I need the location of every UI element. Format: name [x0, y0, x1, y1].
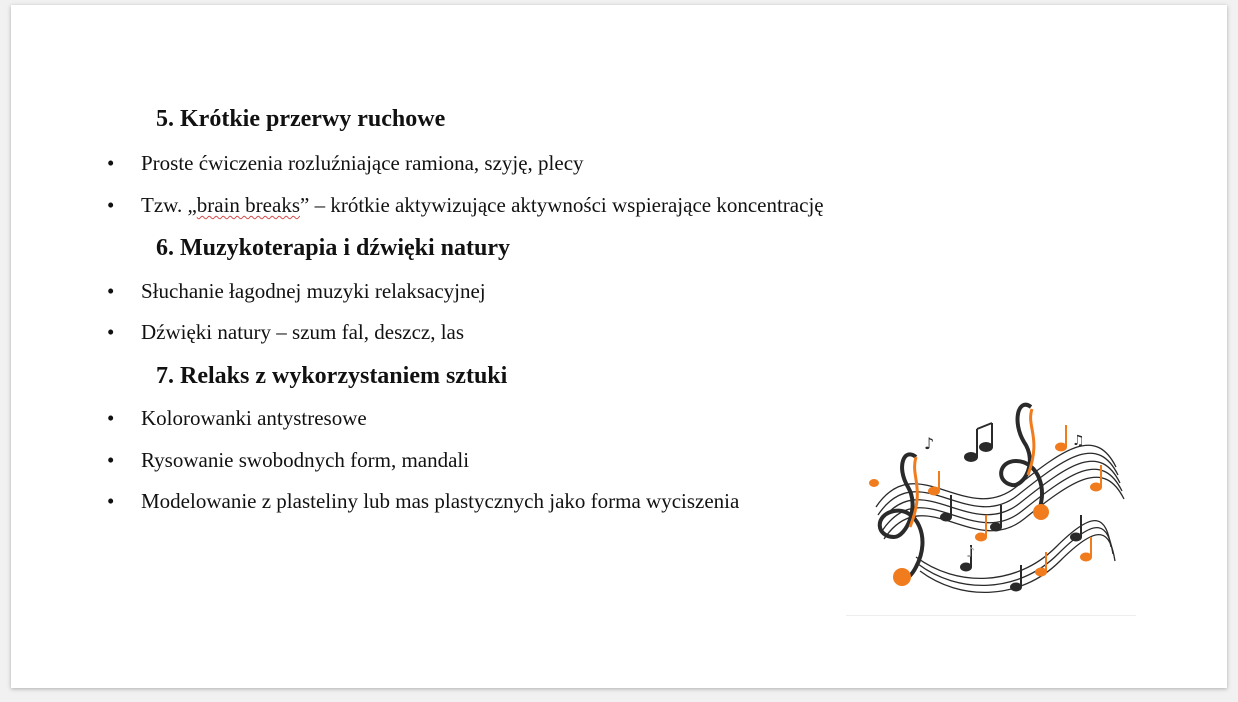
list-item-text: Modelowanie z plasteliny lub mas plastycznych jako forma wyciszenia	[141, 489, 740, 513]
bullet: •	[107, 406, 115, 430]
heading-title: Relaks z wykorzystaniem sztuki	[180, 363, 508, 389]
section-heading-6	[156, 235, 510, 262]
heading-number: 7.	[156, 363, 174, 389]
heading-title: Krótkie przerwy ruchowe	[180, 106, 446, 132]
heading-number: 6.	[156, 235, 174, 261]
list-item-text	[141, 193, 824, 218]
music-notes-drawing	[846, 387, 1136, 615]
bullet: •	[107, 320, 115, 344]
heading-title: Muzykoterapia i dźwięki natury	[180, 235, 510, 261]
spellcheck-flagged-word[interactable]: brain breaks	[196, 193, 300, 217]
list-item-text: Słuchanie łagodnej muzyki relaksacyjnej	[141, 279, 486, 303]
bullet: •	[107, 489, 115, 513]
list-item-text: Kolorowanki antystresowe	[141, 406, 367, 430]
bullet: •	[107, 448, 115, 472]
svg-text:♫: ♫	[1072, 433, 1085, 449]
document-page	[11, 5, 1227, 688]
text-part: Tzw. „	[141, 193, 197, 217]
music-notes-illustration-icon[interactable]	[846, 387, 1136, 616]
list-item-text: Rysowanie swobodnych form, mandali	[141, 448, 470, 472]
list-item-text: Proste ćwiczenia rozluźniające ramiona, szyję, plecy	[141, 151, 584, 175]
bullet: •	[107, 193, 115, 217]
bullet: •	[107, 279, 115, 303]
section-heading-5	[156, 106, 445, 133]
text-part: ” – krótkie aktywizujące aktywności wspierające koncentrację	[300, 193, 824, 217]
bullet: •	[107, 151, 115, 175]
list-item-text: Dźwięki natury – szum fal, deszcz, las	[141, 320, 465, 344]
svg-text:♪: ♪	[966, 545, 975, 561]
heading-number: 5.	[156, 106, 174, 132]
section-heading-7	[156, 363, 507, 390]
svg-text:♪: ♪	[924, 434, 935, 453]
